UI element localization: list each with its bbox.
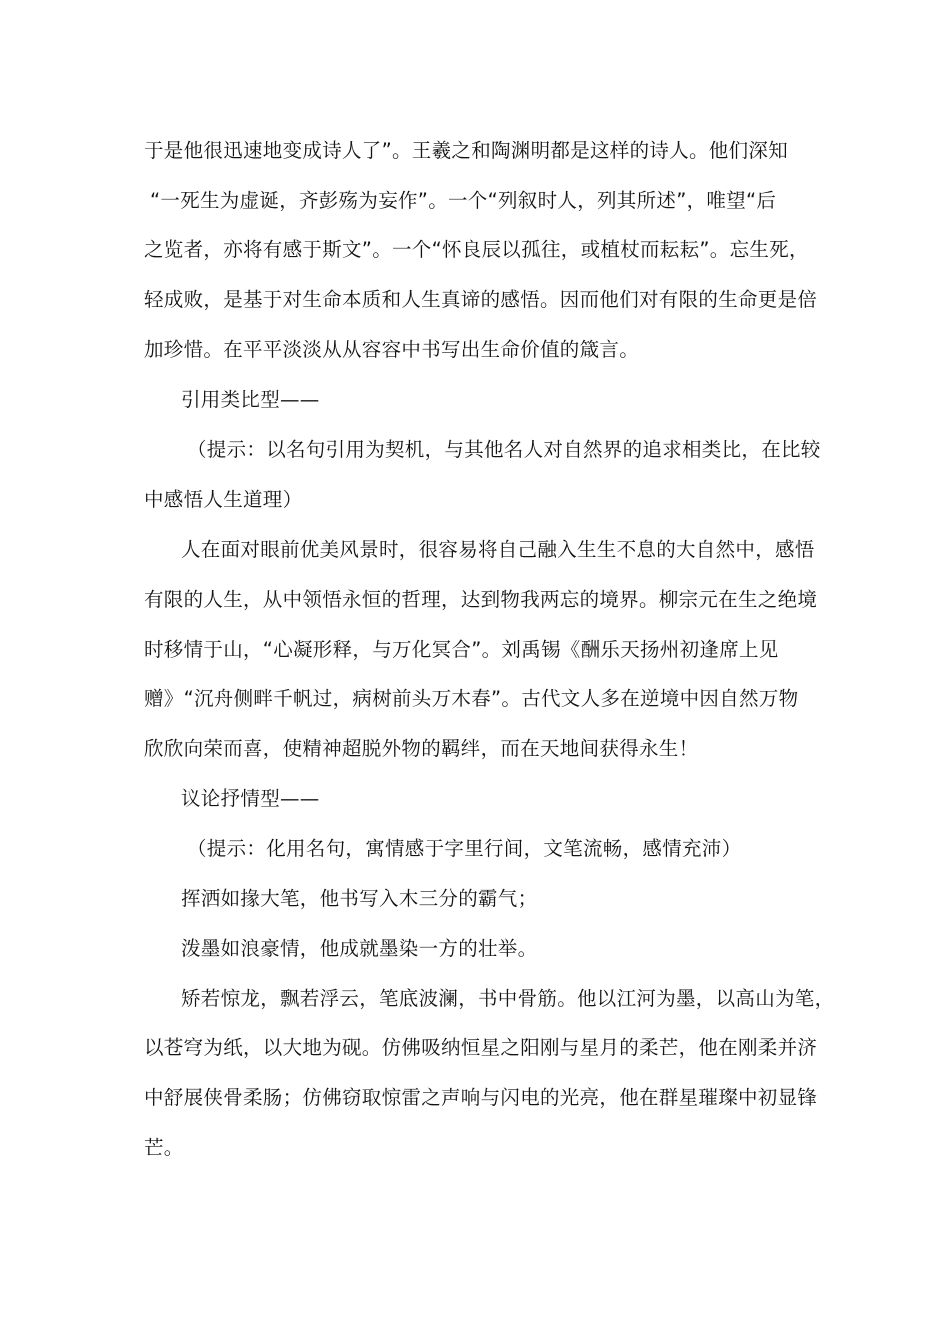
paragraph-line: 欣欣向荣而喜，使精神超脱外物的羁绊，而在天地间获得永生！ [144,737,699,760]
paragraph-line: 轻成败，是基于对生命本质和人生真谛的感悟。因而他们对有限的生命更是倍 [144,288,818,311]
paragraph-line: 有限的人生，从中领悟永恒的哲理，达到物我两忘的境界。柳宗元在生之绝境 [144,588,818,611]
paragraph-line: 泼墨如浪豪情，他成就墨染一方的壮举。 [181,937,538,960]
paragraph-line: 中舒展侠骨柔肠；仿佛窃取惊雷之声响与闪电的光亮，他在群星璀璨中初显锋 [144,1086,818,1109]
hint-line: （提示：化用名句，寓情感于字里行间，文笔流畅，感情充沛） [187,837,742,860]
paragraph-line: 以苍穹为纸，以大地为砚。仿佛吸纳恒星之阳刚与星月的柔芒，他在刚柔并济 [144,1036,818,1059]
paragraph-line: 之览者，亦将有感于斯文”。一个“怀良辰以孤往，或植杖而耘耘”。忘生死， [144,238,809,261]
paragraph-line: “一死生为虚诞，齐彭殇为妄作”。一个“列叙时人，列其所述”，唯望“后 [150,189,777,212]
section-heading: 引用类比型—— [181,388,320,411]
paragraph-line: 时移情于山，“心凝形释，与万化冥合”。刘禹锡《酬乐天扬州初逢席上见 [144,638,779,661]
paragraph-line: 人在面对眼前优美风景时，很容易将自己融入生生不息的大自然中，感悟 [181,538,815,561]
hint-line: 中感悟人生道理） [144,488,303,511]
paragraph-line: 芒。 [144,1136,184,1159]
hint-line: （提示：以名句引用为契机，与其他名人对自然界的追求相类比，在比较 [187,438,821,461]
paragraph-line: 挥洒如掾大笔，他书写入木三分的霸气； [181,887,538,910]
paragraph-line: 赠》“沉舟侧畔千帆过，病树前头万木春”。古代文人多在逆境中因自然万物 [144,687,799,710]
paragraph-line: 矫若惊龙，飘若浮云，笔底波澜，书中骨筋。他以江河为墨，以高山为笔， [181,987,835,1010]
paragraph-line: 于是他很迅速地变成诗人了”。王羲之和陶渊明都是这样的诗人。他们深知 [144,139,789,162]
section-heading: 议论抒情型—— [181,787,320,810]
paragraph-line: 加珍惜。在平平淡淡从从容容中书写出生命价值的箴言。 [144,338,640,361]
